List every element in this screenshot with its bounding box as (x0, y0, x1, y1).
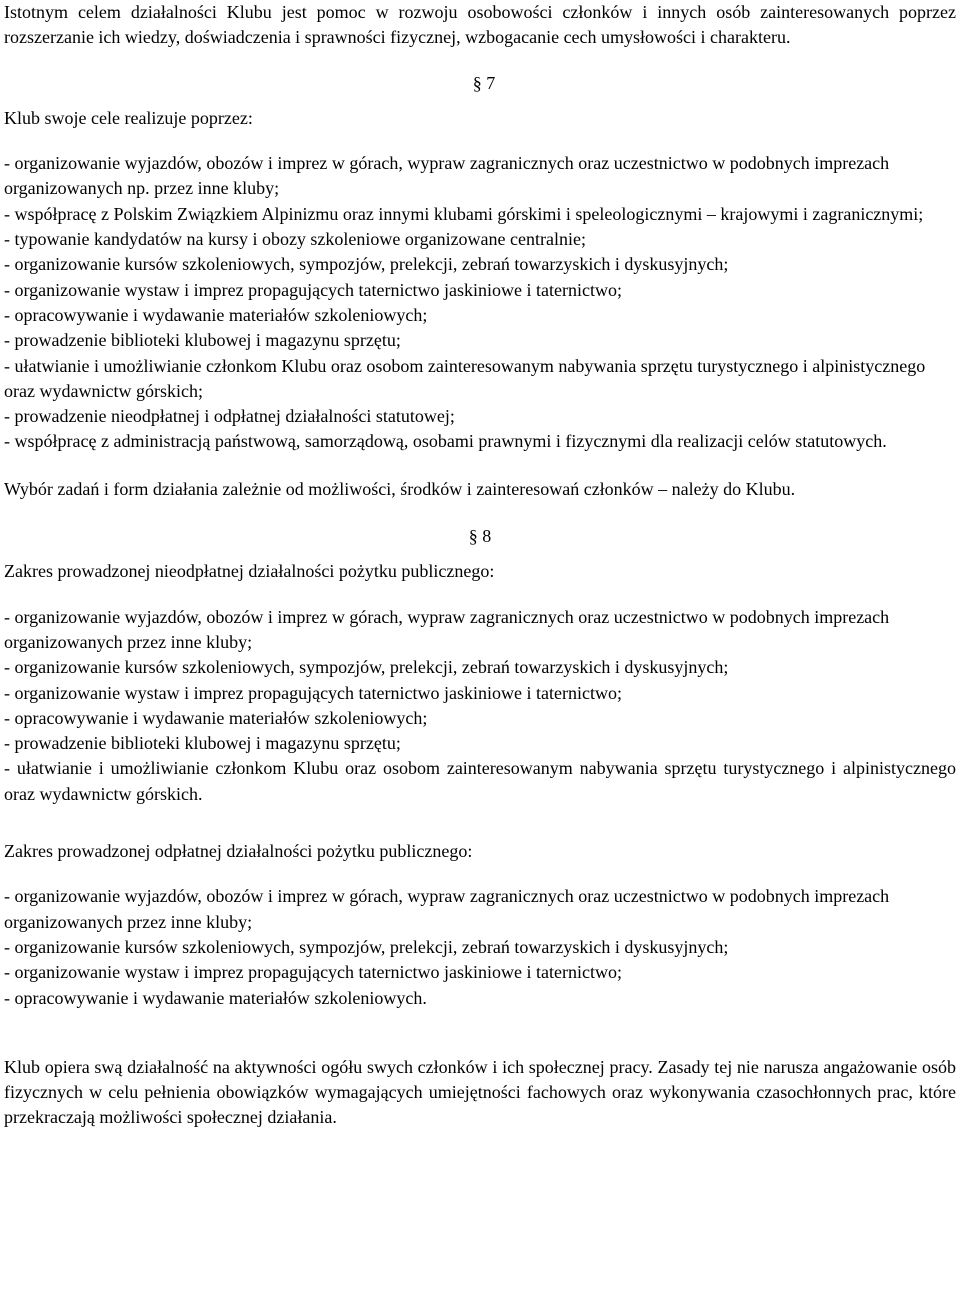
document-page (4, 0, 956, 1131)
list-item: - organizowanie kursów szkoleniowych, sympozjów, prelekcji, zebrań towarzyskich i dyskusyjnych; (4, 254, 729, 275)
section-7-closing: Wybór zadań i form działania zależnie od możliwości, środków i zainteresowań członków – należy do Klubu. (4, 478, 796, 499)
list-item: - prowadzenie nieodpłatnej i odpłatnej działalności statutowej; (4, 406, 455, 427)
list-item: - opracowywanie i wydawanie materiałów szkoleniowych; (4, 707, 428, 728)
section-7-lead: Klub swoje cele realizuje poprzez: (4, 107, 253, 128)
section-7-list (4, 151, 956, 455)
list-item: - prowadzenie biblioteki klubowej i magazynu sprzętu; (4, 330, 401, 351)
list-item: - organizowanie wystaw i imprez propagujących taternictwo jaskiniowe i taternictwo; (4, 682, 622, 703)
intro-paragraph: Istotnym celem działalności Klubu jest pomoc w rozwoju osobowości członków i innych osób zainteresowanych poprzez rozszerzanie ich wiedzy, doświadczenia i sprawności fizycznej, wzbogacanie cech umysłowości i charakteru. (4, 2, 956, 48)
list-item: - organizowanie kursów szkoleniowych, sympozjów, prelekcji, zebrań towarzyskich i dyskusyjnych; (4, 936, 729, 957)
list-item: - ułatwianie i umożliwianie członkom Klubu oraz osobom zainteresowanym nabywania sprzętu turystycznego i alpinistycznego oraz wydawnictw górskich; (4, 355, 926, 401)
list-item: - organizowanie wyjazdów, obozów i imprez w górach, wypraw zagranicznych oraz uczestnictwo w podobnych imprezach organizowanych przez inne kluby; (4, 886, 890, 932)
paid-activity-lead: Zakres prowadzonej odpłatnej działalności pożytku publicznego: (4, 841, 473, 862)
section-8-heading: § 8 (468, 526, 492, 547)
list-item: - opracowywanie i wydawanie materiałów szkoleniowych. (4, 987, 427, 1008)
free-activity-list (4, 605, 956, 807)
list-item: - organizowanie wystaw i imprez propagujących taternictwo jaskiniowe i taternictwo; (4, 279, 622, 300)
list-item: - typowanie kandydatów na kursy i obozy szkoleniowe organizowane centralnie; (4, 229, 586, 250)
list-item: - organizowanie kursów szkoleniowych, sympozjów, prelekcji, zebrań towarzyskich i dyskusyjnych; (4, 657, 729, 678)
list-item: - organizowanie wyjazdów, obozów i imprez w górach, wypraw zagranicznych oraz uczestnictwo w podobnych imprezach organizowanych np. przez inne kluby; (4, 153, 890, 199)
list-item: - współpracę z administracją państwową, samorządową, osobami prawnymi i fizycznymi dla realizacji celów statutowych. (4, 431, 887, 452)
paid-activity-list (4, 884, 956, 1010)
list-item: - opracowywanie i wydawanie materiałów szkoleniowych; (4, 304, 428, 325)
list-item: - organizowanie wyjazdów, obozów i imprez w górach, wypraw zagranicznych oraz uczestnictwo w podobnych imprezach organizowanych przez inne kluby; (4, 606, 890, 652)
final-paragraph: Klub opiera swą działalność na aktywności ogółu swych członków i ich społecznej pracy. Zasady tej nie narusza angażowanie osób fizycznych w celu pełnienia obowiązków wymagających umiejętności fachowych oraz wykonywania czasochłonnych prac, które przekraczają możliwości społecznej działania. (4, 1056, 956, 1128)
list-item: - ułatwianie i umożliwianie członkom Klubu oraz osobom zainteresowanym nabywania sprzętu turystycznego i alpinistycznego oraz wydawnictw górskich. (4, 758, 956, 804)
list-item: - współpracę z Polskim Związkiem Alpinizmu oraz innymi klubami górskimi i speleologicznymi – krajowymi i zagranicznymi; (4, 203, 924, 224)
section-7-heading: § 7 (472, 72, 496, 93)
list-item: - prowadzenie biblioteki klubowej i magazynu sprzętu; (4, 733, 401, 754)
list-item: - organizowanie wystaw i imprez propagujących taternictwo jaskiniowe i taternictwo; (4, 962, 622, 983)
free-activity-lead: Zakres prowadzonej nieodpłatnej działalności pożytku publicznego: (4, 561, 495, 582)
